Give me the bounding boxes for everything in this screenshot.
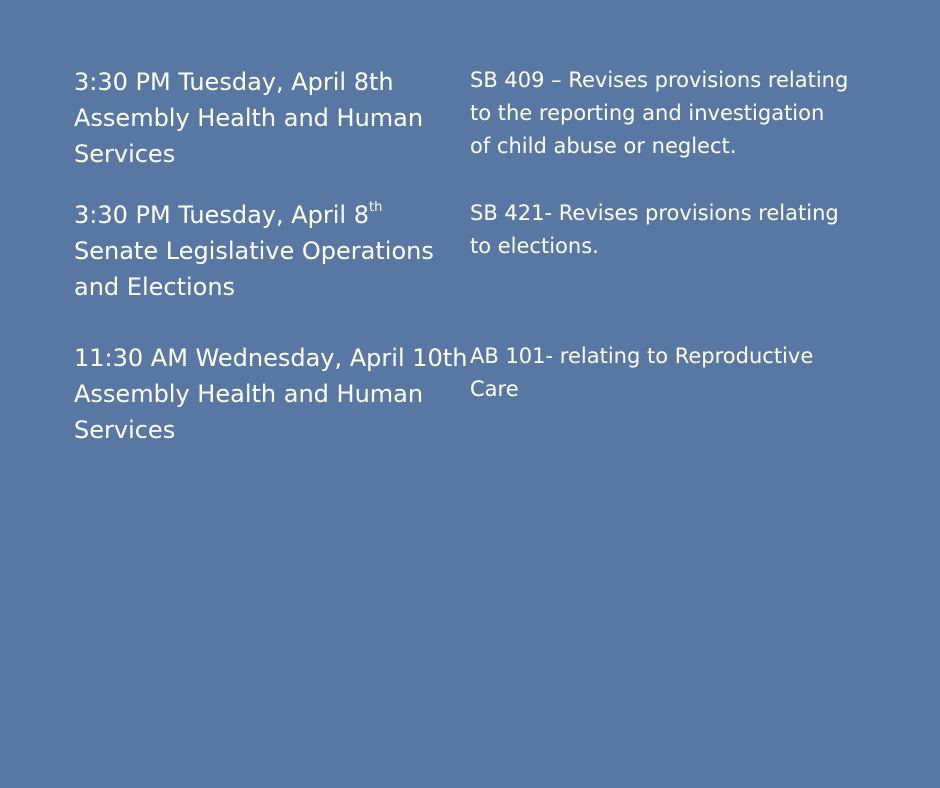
committee-name-line: Services — [74, 140, 176, 168]
hearing-datetime: 3:30 PM Tuesday, April 8th — [74, 68, 394, 96]
hearing-datetime: 11:30 AM Wednesday, April 10th — [74, 344, 468, 372]
bill-text-line: to the reporting and investigation — [470, 101, 825, 125]
bill-text-line: SB 409 – Revises provisions relating — [470, 68, 849, 92]
bill-text-line: of child abuse or neglect. — [470, 134, 737, 158]
committee-name-line: Senate Legislative Operations — [74, 237, 434, 265]
bill-text-line: Care — [470, 377, 519, 401]
bill-text-line: to elections. — [470, 234, 599, 258]
committee-name-line: Services — [74, 416, 176, 444]
committee-name-line: and Elections — [74, 273, 236, 301]
bill-text-line: AB 101- relating to Reproductive — [470, 344, 814, 368]
hearing-details — [74, 197, 454, 305]
hearing-details — [74, 64, 454, 172]
committee-name-line: Assembly Health and Human — [74, 380, 424, 408]
hearing-datetime: 3:30 PM Tuesday, April 8th — [74, 200, 383, 229]
bill-description — [470, 64, 850, 163]
bill-description — [470, 197, 850, 263]
bill-description — [470, 340, 850, 406]
hearing-details — [74, 340, 468, 448]
committee-name-line: Assembly Health and Human — [74, 104, 424, 132]
bill-text-line: SB 421- Revises provisions relating — [470, 201, 839, 225]
